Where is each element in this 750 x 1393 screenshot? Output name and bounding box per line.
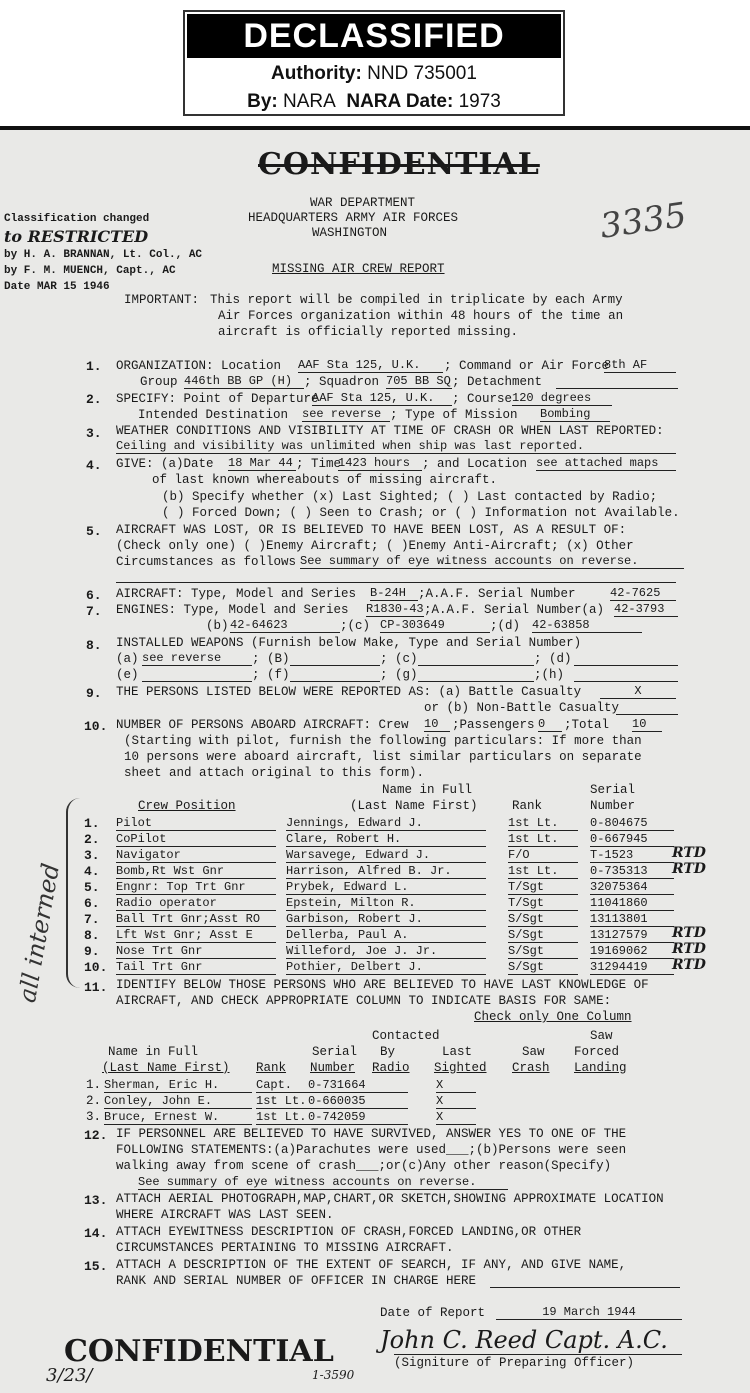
witness-row-number: 1. [86,1078,102,1092]
w-header-forced-3: Landing [574,1061,627,1075]
reclass-line-1: Classification changed [4,213,150,225]
witness-row-number: 2. [86,1094,102,1108]
w-header-radio-3: Radio [372,1061,410,1075]
w-header-forced-1: Saw [590,1029,613,1043]
rtd-note: RTD [672,941,706,957]
destination-label: Intended Destination [138,408,289,422]
w-header-last-1: Last [442,1045,473,1059]
reclass-line-5: Date MAR 15 1946 [4,281,110,293]
whereabouts-line: of last known whereabouts of missing aircraft. [152,473,498,487]
reclass-line-4: by F. M. MUENCH, Capt., AC [4,265,176,277]
survived-line-2: FOLLOWING STATEMENTS:(a)Parachutes were used___;(b)Persons were seen [116,1143,627,1157]
item-num-14: 14. [84,1226,108,1241]
crew-serial: T-1523 [590,848,674,863]
crew-position: Tail Trt Gnr [116,960,276,975]
witness-last-sighted-mark: X [436,1078,476,1093]
crew-row-number: 6. [84,896,100,911]
weapon-e [142,667,252,682]
item-num-9: 9. [86,686,102,701]
w-header-name-1: Name in Full [108,1045,199,1059]
weapon-g-label: ; (g) [380,668,418,682]
item-num-5: 5. [86,524,102,539]
org-command: 8th AF [604,358,676,373]
w-header-last-2: Sighted [434,1061,487,1075]
crew-name: Dellerba, Paul A. [286,928,486,943]
engine-serial-label: ;A.A.F. Serial Number(a) [424,603,605,617]
divider-line [116,582,676,583]
item-num-7: 7. [86,604,102,619]
crew-row-number: 9. [84,944,100,959]
item-num-10: 10. [84,719,108,734]
course-label: ; Course [452,392,513,406]
crew-name: Willeford, Joe J. Jr. [286,944,486,959]
departure-label: SPECIFY: Point of Departure [116,392,319,406]
crew-name: Clare, Robert H. [286,832,486,847]
crew-name: Prybek, Edward L. [286,880,486,895]
crew-name: Pothier, Delbert J. [286,960,486,975]
org-command-label: ; Command or Air Force [444,359,610,373]
attach-eyewitness-line-2: CIRCUMSTANCES PERTAINING TO MISSING AIRCRAFT. [116,1241,454,1255]
w-header-name-2: (Last Name First) [102,1061,230,1075]
survived-value: See summary of eye witness accounts on reverse. [138,1175,508,1190]
w-header-serial-1: Serial [312,1045,358,1059]
item-num-11: 11. [84,980,108,995]
margin-note: all interned [13,861,66,1005]
loss-cause-line-3: Circumstances as follows [116,555,297,569]
crew-serial: 13113801 [590,912,674,927]
engines-label: ENGINES: Type, Model and Series [116,603,349,617]
crew-position: Ball Trt Gnr;Asst RO [116,912,276,927]
passenger-count: 0 [538,717,562,732]
engine-d-label: ;(d) [490,619,521,633]
date-label: GIVE: (a)Date [116,457,214,471]
date-of-report-label: Date of Report [380,1306,486,1320]
officer-signature: John C. Reed Capt. A.C. [380,1326,668,1354]
forced-down-line: ( ) Forced Down; ( ) Seen to Crash; or ( ) Information not Available. [162,506,680,520]
detachment-label: ; Detachment [452,375,543,389]
weapon-h [574,667,678,682]
group-value: 446th BB GP (H) [184,374,304,389]
crew-name: Jennings, Edward J. [286,816,486,831]
weapon-d-label: ; (d) [534,652,572,666]
crew-rank: S/Sgt [508,944,578,959]
weapon-f-label: ; (f) [252,668,290,682]
important-line-1: This report will be compiled in triplicate by each Army [210,293,623,307]
crew-serial: 0-804675 [590,816,674,831]
loss-cause-line-1: AIRCRAFT WAS LOST, OR IS BELIEVED TO HAVE BEEN LOST, AS A RESULT OF: [116,523,627,537]
crew-header-serial-2: Number [590,799,636,813]
weapon-b-label: ; (B) [252,652,290,666]
particulars-line-1: (Starting with pilot, furnish the following particulars: If more than [124,734,642,748]
crew-position: Lft Wst Gnr; Asst E [116,928,276,943]
engine-c-label: ;(c) [340,619,371,633]
witness-name: Sherman, Eric H. [104,1078,252,1093]
search-line-1: ATTACH A DESCRIPTION OF THE EXTENT OF SEARCH, IF ANY, AND GIVE NAME, [116,1258,627,1272]
crew-rank: S/Sgt [508,912,578,927]
classification-header: CONFIDENTIAL [258,147,540,182]
margin-bracket [66,798,84,988]
weapon-b [290,651,380,666]
crew-row-number: 3. [84,848,100,863]
macr-number: 3335 [597,195,689,247]
battle-casualty-mark: X [600,684,676,699]
report-document [0,126,750,1393]
departure-value: AAF Sta 125, U.K. [312,391,452,406]
crew-row-number: 10. [84,960,108,975]
crew-row-number: 4. [84,864,100,879]
weather-label: WEATHER CONDITIONS AND VISIBILITY AT TIME OF CRASH OR WHEN LAST REPORTED: [116,424,664,438]
weapon-c [418,651,534,666]
sighted-line: (b) Specify whether (x) Last Sighted; ( ) Last contacted by Radio; [162,490,658,504]
crew-name: Warsavege, Edward J. [286,848,486,863]
crew-row-number: 2. [84,832,100,847]
crew-rank: 1st Lt. [508,832,578,847]
weapon-d [574,651,678,666]
crew-row-number: 7. [84,912,100,927]
aircraft-label: AIRCRAFT: Type, Model and Series [116,587,357,601]
crew-header-serial-1: Serial [590,783,636,797]
total-count: 10 [632,717,662,732]
location-label: ; and Location [422,457,528,471]
witness-last-sighted-mark: X [436,1110,476,1125]
org-label: ORGANIZATION: Location [116,359,282,373]
weapon-a: see reverse [142,651,252,666]
crew-position: CoPilot [116,832,276,847]
last-knowledge-line-2: AIRCRAFT, AND CHECK APPROPRIATE COLUMN TO INDICATE BASIS FOR SAME: [116,994,612,1008]
crew-rank: T/Sgt [508,896,578,911]
particulars-line-2: 10 persons were aboard aircraft, list similar particulars on separate [124,750,642,764]
squadron-value: 705 BB SQ [386,374,451,388]
item-num-6: 6. [86,588,102,603]
stamp-by: By: NARA NARA Date: 1973 [247,91,501,112]
crew-rank: S/Sgt [508,928,578,943]
item-num-15: 15. [84,1259,108,1274]
loss-location: see attached maps [536,456,676,471]
group-label: Group [140,375,178,389]
crew-serial: 11041860 [590,896,674,911]
crew-serial: 0-667945 [590,832,674,847]
crew-serial: 32075364 [590,880,674,895]
w-header-serial-2: Number [310,1061,356,1075]
crew-rank: 1st Lt. [508,816,578,831]
crew-header-name-2: (Last Name First) [350,799,478,813]
footer-handwritten-2: 1-3590 [312,1368,355,1382]
important-line-3: aircraft is officially reported missing. [218,325,519,339]
signature-line [394,1340,682,1355]
city-line: WASHINGTON [312,226,388,240]
aircraft-serial: 42-7625 [610,586,676,601]
item-num-13: 13. [84,1193,108,1208]
loss-cause-value: See summary of eye witness accounts on reverse. [300,554,684,569]
crew-name: Harrison, Alfred B. Jr. [286,864,486,879]
crew-serial: 13127579 [590,928,674,943]
engine-model: R1830-43 [366,602,424,616]
item-num-1: 1. [86,359,102,374]
footer-handwritten-1: 3/23/ [46,1365,93,1386]
total-label: ;Total [564,718,610,732]
item-num-2: 2. [86,392,102,407]
witness-serial: 0-731664 [308,1078,408,1093]
persons-aboard-label: NUMBER OF PERSONS ABOARD AIRCRAFT: Crew [116,718,409,732]
aircraft-model: B-24H [370,586,418,601]
non-battle-mark [616,700,678,715]
reclass-line-3: by H. A. BRANNAN, Lt. Col., AC [4,249,203,261]
signature-label: (Signiture of Preparing Officer) [394,1356,635,1370]
stamp-authority: Authority: NND 735001 [271,63,477,84]
attach-photo-line-2: WHERE AIRCRAFT WAS LAST SEEN. [116,1208,334,1222]
course-value: 120 degrees [512,391,612,406]
date-of-report-value: 19 March 1944 [496,1305,682,1320]
mission-type-value: Bombing [540,407,610,422]
search-officer-value [490,1273,680,1288]
engine-serial-b: 42-64623 [230,618,340,633]
crew-position: Nose Trt Gnr [116,944,276,959]
non-battle-label: or (b) Non-Battle Casualty [424,701,620,715]
w-header-crash-2: Crash [512,1061,550,1075]
reclass-line-2: to RESTRICTED [4,227,149,246]
weapon-c-label: ; (c) [380,652,418,666]
casualty-label: THE PERSONS LISTED BELOW WERE REPORTED AS: (a) Battle Casualty [116,685,582,699]
particulars-line-3: sheet and attach original to this form). [124,766,425,780]
time-label: ; Time [296,457,342,471]
item-num-12: 12. [84,1128,108,1143]
engine-b-label: (b) [206,619,229,633]
engine-serial-c: CP-303649 [380,618,490,633]
witness-last-sighted-mark: X [436,1094,476,1109]
declassified-stamp [183,10,565,116]
witness-rank: 1st Lt. [256,1094,307,1108]
classification-footer: CONFIDENTIAL [64,1334,334,1369]
crew-row-number: 1. [84,816,100,831]
w-header-rank: Rank [256,1061,287,1075]
important-label: IMPORTANT: [124,293,200,307]
attach-eyewitness-line-1: ATTACH EYEWITNESS DESCRIPTION OF CRASH,FORCED LANDING,OR OTHER [116,1225,582,1239]
rtd-note: RTD [672,861,706,877]
rtd-note: RTD [672,957,706,973]
crew-header-position: Crew Position [138,799,236,813]
loss-date: 18 Mar 44 [228,456,296,471]
w-header-radio-2: By [380,1045,396,1059]
org-location: AAF Sta 125, U.K. [298,358,443,373]
rtd-note: RTD [672,925,706,941]
hq-line: HEADQUARTERS ARMY AIR FORCES [248,211,459,225]
crew-row-number: 5. [84,880,100,895]
weapon-h-label: ;(h) [534,668,565,682]
crew-count: 10 [424,717,450,732]
crew-position: Engnr: Top Trt Gnr [116,880,276,895]
crew-position: Navigator [116,848,276,863]
crew-name: Epstein, Milton R. [286,896,486,911]
search-line-2: RANK AND SERIAL NUMBER OF OFFICER IN CHARGE HERE [116,1274,477,1288]
witness-serial: 0-660035 [308,1094,408,1109]
weapon-e-label: (e) [116,668,139,682]
form-title: MISSING AIR CREW REPORT [272,262,445,276]
w-header-radio-1: Contacted [372,1029,440,1043]
aircraft-serial-label: ;A.A.F. Serial Number [418,587,576,601]
crew-header-rank: Rank [512,799,543,813]
attach-photo-line-1: ATTACH AERIAL PHOTOGRAPH,MAP,CHART,OR SKETCH,SHOWING APPROXIMATE LOCATION [116,1192,664,1206]
detachment-value [556,374,678,389]
survived-line-1: IF PERSONNEL ARE BELIEVED TO HAVE SURVIVED, ANSWER YES TO ONE OF THE [116,1127,627,1141]
witness-rank: Capt. [256,1078,308,1093]
witness-serial: 0-742059 [308,1110,408,1125]
witness-name: Conley, John E. [104,1094,252,1109]
crew-position: Pilot [116,816,276,831]
w-header-crash-1: Saw [522,1045,545,1059]
loss-cause-line-2: (Check only one) ( )Enemy Aircraft; ( )Enemy Anti-Aircraft; (x) Other [116,539,634,553]
engine-serial-d: 42-63858 [532,618,642,633]
check-one-column: Check only One Column [474,1010,632,1024]
weather-value: Ceiling and visibility was unlimited when ship was last reported. [116,439,676,454]
crew-header-name-1: Name in Full [382,783,473,797]
witness-rank: 1st Lt. [256,1110,307,1124]
crew-rank: F/O [508,848,578,863]
squadron-label: ; Squadron [304,375,380,389]
weapon-f [290,667,380,682]
item-num-8: 8. [86,638,102,653]
crew-rank: 1st Lt. [508,864,578,879]
item-num-4: 4. [86,458,102,473]
crew-rank: T/Sgt [508,880,578,895]
rtd-note: RTD [672,845,706,861]
important-line-2: Air Forces organization within 48 hours of the time an [218,309,624,323]
passengers-label: ;Passengers [452,718,535,732]
crew-rank: S/Sgt [508,960,578,975]
crew-serial: 19169062 [590,944,674,959]
survived-line-3: walking away from scene of crash___;or(c)Any other reason(Specify) [116,1159,612,1173]
crew-position: Radio operator [116,896,276,911]
crew-row-number: 8. [84,928,100,943]
item-num-3: 3. [86,426,102,441]
witness-name: Bruce, Ernest W. [104,1110,252,1125]
mission-type-label: ; Type of Mission [390,408,518,422]
witness-row-number: 3. [86,1110,102,1124]
crew-serial: 31294419 [590,960,674,975]
weapon-a-label: (a) [116,652,139,666]
w-header-forced-2: Forced [574,1045,620,1059]
weapons-label: INSTALLED WEAPONS (Furnish below Make, Type and Serial Number) [116,636,582,650]
stamp-title: DECLASSIFIED [187,14,561,58]
last-knowledge-line-1: IDENTIFY BELOW THOSE PERSONS WHO ARE BELIEVED TO HAVE LAST KNOWLEDGE OF [116,978,649,992]
dept-line: WAR DEPARTMENT [310,196,416,210]
engine-serial-a: 42-3793 [614,602,678,617]
destination-value: see reverse [302,407,390,422]
crew-name: Garbison, Robert J. [286,912,486,927]
weapon-g [418,667,534,682]
crew-position: Bomb,Rt Wst Gnr [116,864,276,879]
loss-time: 1423 hours [338,456,422,471]
crew-serial: 0-735313 [590,864,674,879]
